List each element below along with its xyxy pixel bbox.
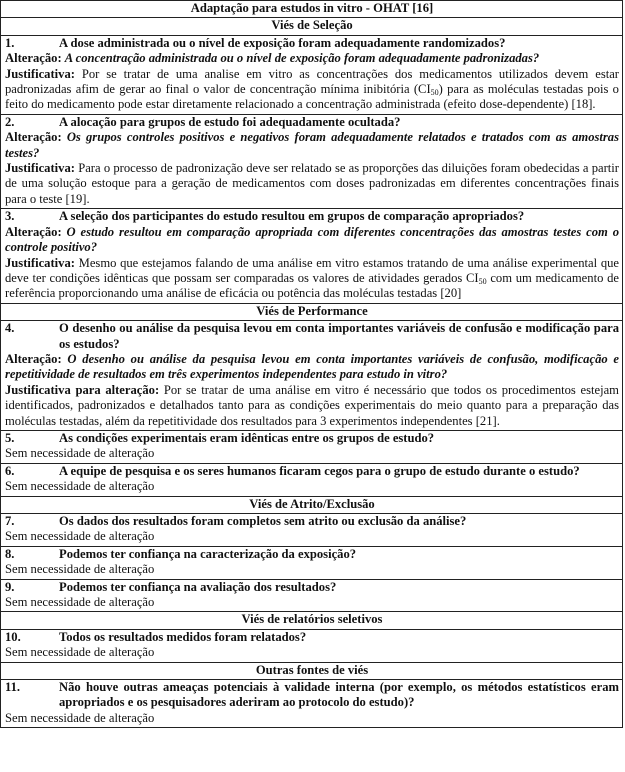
question-text: A dose administrada ou o nível de exposição foram adequadamente randomizados? — [59, 35, 506, 50]
justificativa-text: Mesmo que estejamos falando de uma análise em vitro estamos tratando de uma análise experimental que deve ter condições idênticas que possam ser comparadas os valores de atividades gerados CI — [5, 255, 619, 285]
justificativa-text: Por se tratar de uma analise em vitro as concentrações dos medicamentos utilizados devem estar padronizadas afim de gerar ao final o valor de concentração mínima inibitória (CI — [5, 66, 620, 97]
section-row — [1, 18, 623, 35]
item-cell — [1, 209, 623, 303]
justificativa-text: Para o processo de padronização deve ser relatado se as proporções das diluições foram obedecidas a partir de uma solução estoque para a geração de medicamentos com doses padronizadas em diferentes concentrações finais para o teste [19]. — [5, 161, 619, 206]
section-header-selecao: Viés de Seleção — [1, 18, 623, 35]
item-cell — [1, 463, 623, 496]
no-change-note: Sem necessidade de alteração — [5, 479, 155, 494]
question-line — [5, 464, 619, 479]
item-row-4 — [1, 321, 623, 431]
section-header-relatorios: Viés de relatórios seletivos — [1, 612, 623, 629]
justificativa-paragraph — [5, 67, 619, 113]
question-number: 7. — [5, 514, 15, 528]
question-line — [5, 321, 619, 352]
ci-subscript: 50 — [478, 276, 487, 286]
alteracao-text: O estudo resultou em comparação apropriada com diferentes concentrações das amostras testes com o controle positivo? — [5, 224, 619, 255]
section-header-atrito: Viés de Atrito/Exclusão — [1, 496, 623, 513]
alteracao-label: Alteração: — [5, 130, 67, 145]
item-row-5 — [1, 430, 623, 463]
question-line — [5, 209, 619, 224]
question-line — [5, 680, 619, 711]
question-text: A equipe de pesquisa e os seres humanos ficaram cegos para o grupo de estudo durante o estudo? — [59, 463, 580, 478]
item-row-11 — [1, 680, 623, 728]
question-text: Podemos ter confiança na avaliação dos resultados? — [59, 579, 337, 594]
question-number: 10. — [5, 629, 21, 644]
question-text: A seleção dos participantes do estudo resultou em grupos de comparação apropriados? — [59, 209, 525, 224]
question-text: As condições experimentais eram idênticas entre os grupos de estudo? — [59, 430, 435, 445]
question-text: Podemos ter confiança na caracterização da exposição? — [59, 546, 357, 561]
question-line — [5, 580, 619, 595]
no-change-note: Sem necessidade de alteração — [5, 595, 155, 610]
question-text: Todos os resultados medidos foram relatados? — [59, 629, 307, 644]
question-number: 8. — [5, 546, 15, 561]
justificativa-text-cont: com um medicamento de referência proporcionando uma análise de eficácia ou potência das moléculas testadas [20] — [5, 270, 619, 301]
alteracao-line — [5, 51, 619, 66]
item-row-1 — [1, 35, 623, 114]
item-row-8 — [1, 546, 623, 579]
alteracao-text: Os grupos controles positivos e negativos foram adequadamente relatados e tratados com as amostras testes? — [5, 130, 619, 160]
item-cell — [1, 514, 623, 547]
question-text: Não houve outras ameaças potenciais à validade interna (por exemplo, os métodos estatísticos eram apropriados e os pesquisadores aderiram ao protocolo do estudo)? — [59, 680, 619, 710]
alteracao-text: O desenho ou análise da pesquisa levou em conta importantes variáveis de confusão, modificação e repetitividade de resultados em três experimentos independentes para estudo in vitro? — [5, 351, 619, 382]
item-cell — [1, 430, 623, 463]
question-number: 5. — [5, 430, 15, 445]
item-row-3 — [1, 209, 623, 303]
item-row-7 — [1, 514, 623, 547]
alteracao-line — [5, 225, 619, 256]
justificativa-label: Justificativa: — [5, 161, 79, 176]
question-text: A alocação para grupos de estudo foi adequadamente ocultada? — [59, 114, 401, 129]
question-line — [5, 431, 619, 446]
justificativa-paragraph — [5, 383, 619, 429]
table-title: Adaptação para estudos in vitro - OHAT [16] — [1, 1, 623, 18]
item-row-9 — [1, 579, 623, 612]
item-cell — [1, 35, 623, 114]
section-row — [1, 496, 623, 513]
question-number: 6. — [5, 463, 15, 478]
item-cell — [1, 579, 623, 612]
table-title-row — [1, 1, 623, 18]
question-line — [5, 630, 619, 645]
justificativa-paragraph — [5, 161, 619, 207]
section-row — [1, 662, 623, 679]
no-change-note: Sem necessidade de alteração — [5, 645, 155, 660]
item-cell — [1, 321, 623, 431]
section-header-outras: Outras fontes de viés — [1, 662, 623, 679]
justificativa-text-cont: ) para as moléculas testadas pois o feito do medicamento pode estar diretamente relacionado a concentração administrada (efeito dose-dependente) [18]. — [5, 82, 619, 112]
section-row — [1, 612, 623, 629]
item-row-2 — [1, 114, 623, 208]
no-change-note: Sem necessidade de alteração — [5, 446, 155, 461]
question-number: 2. — [5, 114, 15, 129]
question-line — [5, 36, 619, 51]
section-header-performance: Viés de Performance — [1, 303, 623, 320]
question-line — [5, 115, 619, 130]
alteracao-text: A concentração administrada ou o nível de exposição foram adequadamente padronizadas? — [64, 51, 540, 66]
item-cell — [1, 629, 623, 662]
section-row — [1, 303, 623, 320]
alteracao-label: Alteração: — [5, 224, 67, 239]
alteracao-label: Alteração: — [5, 51, 65, 66]
item-row-10 — [1, 629, 623, 662]
question-number: 11. — [5, 680, 21, 695]
justificativa-paragraph — [5, 256, 619, 302]
question-number: 4. — [5, 321, 15, 336]
no-change-note: Sem necessidade de alteração — [5, 562, 155, 577]
alteracao-label: Alteração: — [5, 351, 68, 366]
justificativa-label: Justificativa: — [5, 66, 82, 81]
alteracao-line — [5, 352, 619, 383]
question-text: Os dados dos resultados foram completos sem atrito ou exclusão da análise? — [59, 514, 467, 528]
item-cell — [1, 546, 623, 579]
item-row-6 — [1, 463, 623, 496]
justificativa-text: Por se tratar de uma análise em vitro é necessário que todos os procedimentos estejam identificados, padronizados e detalhados tanto para as condições experimentais do meio quanto para a preparação das moléculas testadas, além da repetitividade dos resultados para 3 experimentos independentes [21]. — [5, 382, 619, 428]
no-change-note: Sem necessidade de alteração — [5, 529, 155, 544]
no-change-note: Sem necessidade de alteração — [5, 710, 155, 725]
question-number: 1. — [5, 35, 15, 50]
question-text: O desenho ou análise da pesquisa levou em conta importantes variáveis de confusão e modificação para os estudos? — [59, 321, 619, 351]
item-cell — [1, 114, 623, 208]
question-number: 9. — [5, 579, 15, 594]
question-number: 3. — [5, 209, 15, 224]
justificativa-label: Justificativa para alteração: — [5, 382, 164, 397]
alteracao-line — [5, 130, 619, 161]
ci-subscript: 50 — [430, 88, 439, 98]
question-line — [5, 514, 619, 529]
justificativa-label: Justificativa: — [5, 255, 79, 270]
question-line — [5, 547, 619, 562]
item-cell — [1, 680, 623, 728]
